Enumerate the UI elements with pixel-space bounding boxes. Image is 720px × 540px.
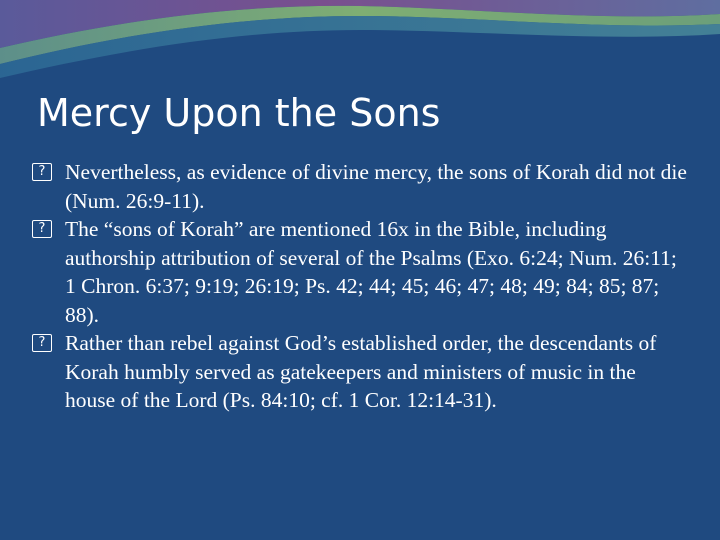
decorative-wave-banner xyxy=(0,0,720,80)
bullet-item xyxy=(30,215,690,329)
bullet-text: The “sons of Korah” are mentioned 16x in the Bible, including authorship attribution of several of the Psalms (Exo. 6:24; Num. 26:11; 1 Chron. 6:37; 9:19; 26:19; Ps. 42; 44; 45; 46; 47; 48; 49; 84; 85; 87; 88). xyxy=(65,217,677,327)
missing-glyph-bullet-icon: ? xyxy=(32,163,52,181)
bullet-item xyxy=(30,158,690,215)
bullet-text: Nevertheless, as evidence of divine mercy, the sons of Korah did not die (Num. 26:9-11). xyxy=(65,160,687,213)
bullet-item xyxy=(30,329,690,415)
slide-title: Mercy Upon the Sons xyxy=(37,91,441,135)
bullet-text: Rather than rebel against God’s established order, the descendants of Korah humbly served as gatekeepers and ministers of music in the house of the Lord (Ps. 84:10; cf. 1 Cor. 12:14-31). xyxy=(65,331,657,412)
missing-glyph-bullet-icon: ? xyxy=(32,334,52,352)
missing-glyph-bullet-icon: ? xyxy=(32,220,52,238)
bullet-list xyxy=(30,158,690,415)
